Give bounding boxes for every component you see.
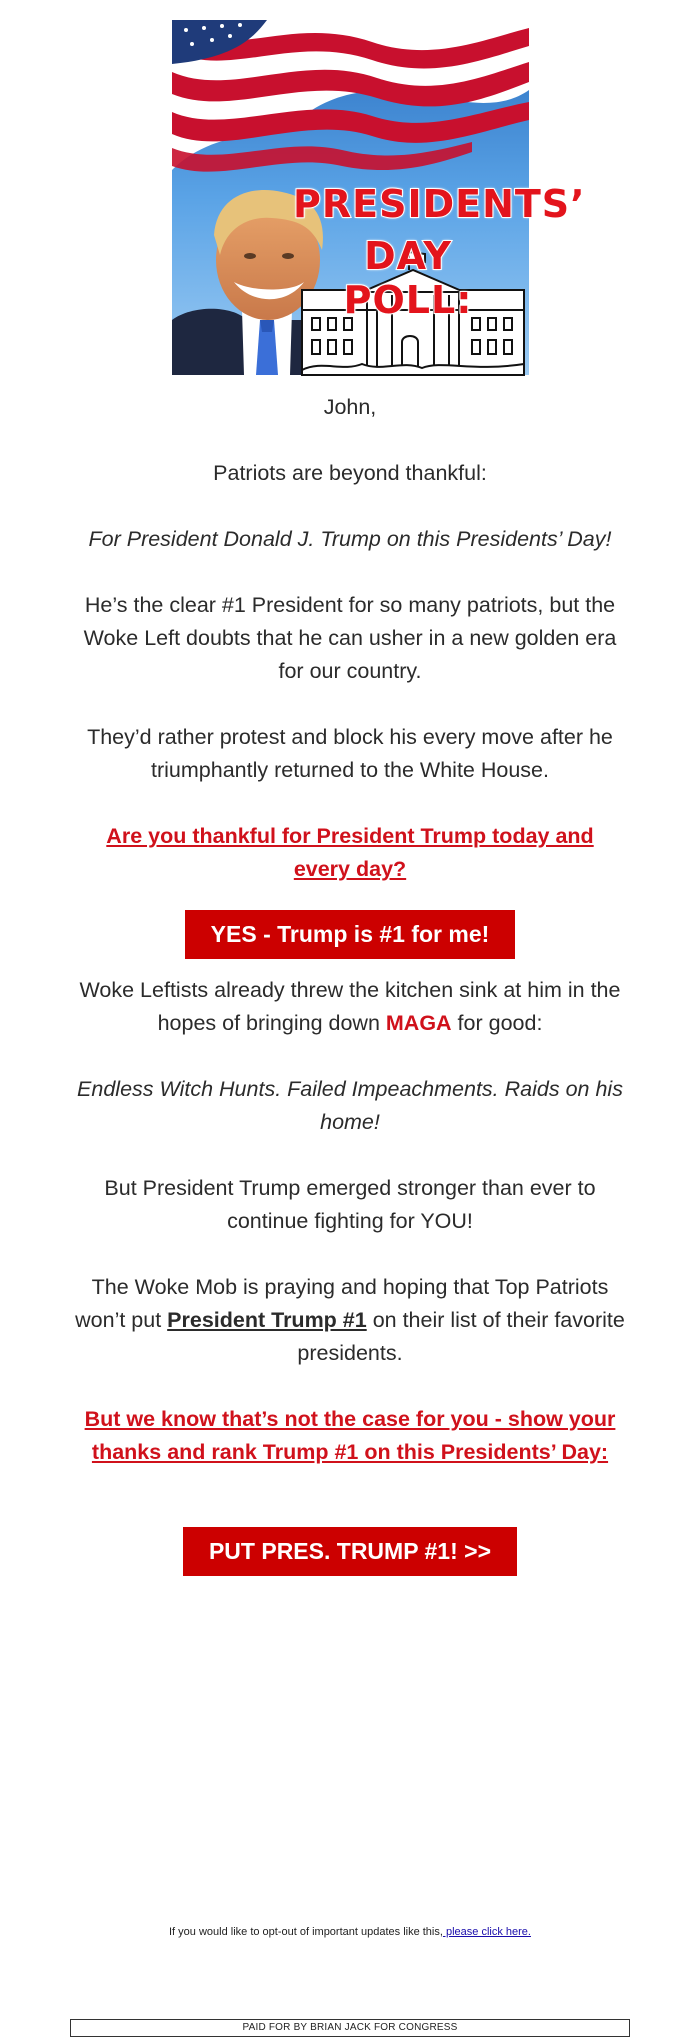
- paragraph-emerged-stronger: But President Trump emerged stronger than ever to continue fighting for YOU!: [104, 1176, 596, 1233]
- optout-link[interactable]: please click here.: [442, 1926, 531, 1938]
- thankful-question-link[interactable]: Are you thankful for President Trump today and every day?: [106, 824, 594, 881]
- thankful-question-paragraph: [90, 820, 610, 886]
- woke-mob-text-end: on their list of their favorite presidents.: [297, 1308, 625, 1365]
- optout-line: [0, 1926, 700, 1938]
- rank-trump-paragraph: [70, 1403, 630, 1469]
- rank-trump-link[interactable]: But we know that’s not the case for you - show your thanks and rank Trump #1 on this Presidents’ Day:: [84, 1407, 616, 1464]
- kitchen-sink-text-end: for good:: [451, 1011, 543, 1035]
- kitchen-sink-text: Woke Leftists already threw the kitchen sink at him in the hopes of bringing down: [79, 978, 621, 1035]
- paid-for-disclaimer: PAID FOR BY BRIAN JACK FOR CONGRESS: [70, 2019, 630, 2037]
- yes-trump-number-one-button[interactable]: YES - Trump is #1 for me!: [185, 910, 515, 959]
- put-trump-number-one-button[interactable]: PUT PRES. TRUMP #1! >>: [183, 1527, 517, 1576]
- greeting: John,: [323, 395, 377, 419]
- hero-title-line1: PRESIDENTS’: [293, 182, 586, 226]
- president-trump-number-one-link[interactable]: President Trump #1: [167, 1308, 367, 1332]
- paragraph-witch-hunts: Endless Witch Hunts. Failed Impeachments. Raids on his home!: [77, 1077, 623, 1134]
- paragraph-protest: They’d rather protest and block his every move after he triumphantly returned to the White House.: [87, 725, 613, 782]
- paragraph-woke-mob: [70, 1271, 630, 1370]
- paragraph-kitchen-sink: [70, 974, 630, 1040]
- hero-image[interactable]: [172, 20, 586, 375]
- paragraph-italic-tribute: For President Donald J. Trump on this Presidents’ Day!: [88, 527, 612, 551]
- hero-title-line2: DAY POLL:: [343, 234, 473, 322]
- paragraph-clear-number-one: He’s the clear #1 President for so many patriots, but the Woke Left doubts that he can usher in a new golden era for our country.: [83, 593, 617, 683]
- maga-highlight: MAGA: [385, 1011, 452, 1035]
- paragraph-patriots-thankful: Patriots are beyond thankful:: [213, 461, 487, 485]
- woke-mob-text: The Woke Mob is praying and hoping that Top Patriots won’t put: [75, 1275, 609, 1332]
- optout-text: If you would like to opt-out of important updates like this,: [169, 1926, 443, 1938]
